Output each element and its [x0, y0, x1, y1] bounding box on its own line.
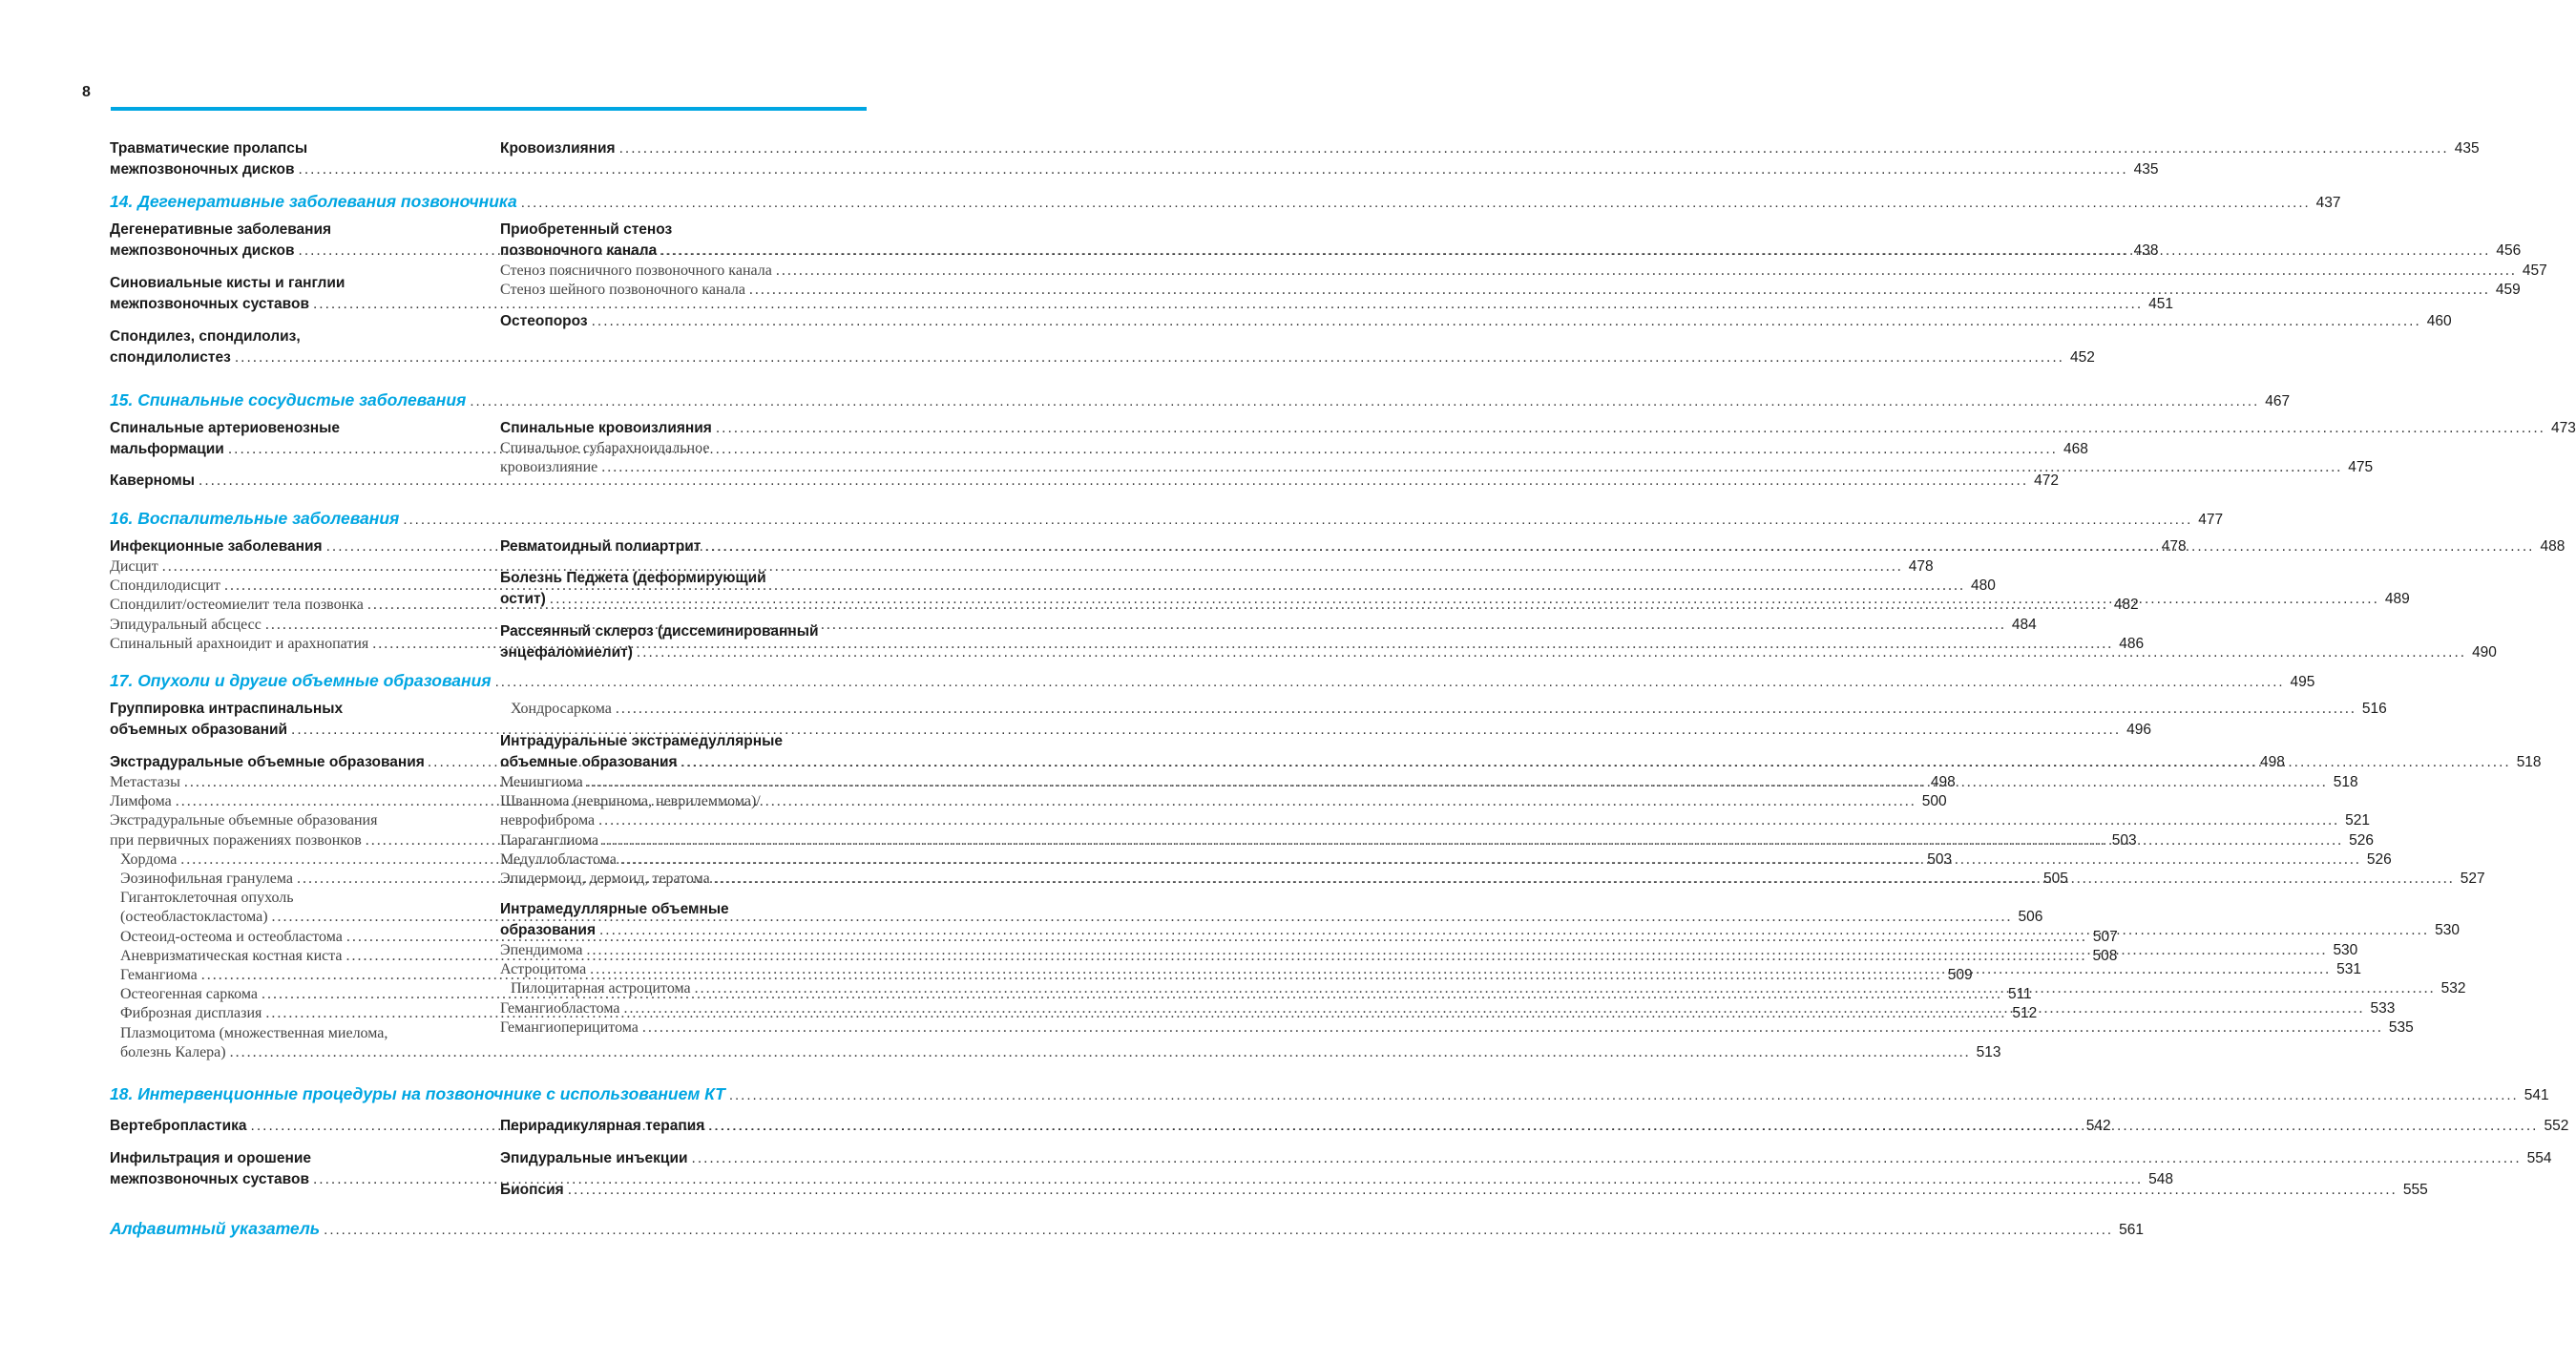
toc-subentry[interactable]: (остеобластокластома) ..... 506: [110, 908, 474, 927]
chapter-17-right: [500, 700, 2387, 719]
dot-leader: [495, 671, 2285, 694]
dot-leader: [521, 192, 2311, 215]
page-ref: 518: [2516, 754, 2542, 770]
page-ref: 495: [2290, 674, 2315, 690]
page-ref: 503: [2111, 831, 2137, 849]
page-ref: 467: [2265, 393, 2291, 409]
dot-leader: [550, 589, 2379, 610]
dot-leader: [230, 1043, 1971, 1062]
dot-leader: [599, 920, 2429, 941]
toc-entry[interactable]: межпозвоночных дисков ..... 438: [110, 241, 474, 262]
page-ref: 472: [2034, 472, 2060, 489]
toc-subentry[interactable]: Астроцитома ..... 531: [500, 960, 867, 979]
toc-entry[interactable]: мальформации ..... 468: [110, 439, 474, 460]
toc-entry[interactable]: позвоночного канала ..... 456: [500, 241, 867, 262]
toc-subentry[interactable]: Гемангиоперицитома ..... 535: [500, 1018, 867, 1038]
page-ref: 437: [2315, 195, 2341, 211]
toc-entry[interactable]: межпозвоночных суставов ..... 548: [110, 1169, 474, 1190]
toc-subentry[interactable]: кровоизлияние ..... 475: [500, 458, 867, 477]
dot-leader: [716, 418, 2545, 439]
page-ref: 452: [2069, 349, 2095, 366]
dot-leader: [162, 557, 1903, 577]
toc-entry[interactable]: энцефаломиелит) ..... 490: [500, 642, 867, 663]
toc-entry-line: Интрамедуллярные объемные: [500, 901, 729, 917]
toc-entry[interactable]: Биопсия ..... 555: [500, 1180, 867, 1201]
dot-leader: [602, 831, 2343, 850]
dot-leader: [470, 390, 2259, 413]
dot-leader: [590, 960, 2331, 979]
page-ref: 489: [2384, 591, 2410, 607]
dot-leader: [704, 536, 2534, 557]
page-ref: 468: [2063, 441, 2088, 457]
page-ref: 473: [2551, 420, 2576, 436]
dot-leader: [729, 1084, 2519, 1107]
toc-subentry[interactable]: Стеноз шейного позвоночного канала ..... 459: [500, 281, 867, 300]
toc-subentry[interactable]: Хордома ..... 503: [110, 850, 474, 870]
chapter-14-right: [500, 311, 2452, 332]
toc-subentry[interactable]: Спинальный арахноидит и арахнопатия ..... 486: [110, 635, 474, 654]
dot-leader: [592, 311, 2421, 332]
page-ref: 484: [2011, 616, 2037, 633]
chapter-15-left: [110, 471, 2060, 492]
chapter-14-heading[interactable]: 14. Дегенеративные заболевания позвоночника ..... 437: [110, 190, 867, 215]
toc-subentry[interactable]: Гемангиобластома ..... 533: [500, 999, 867, 1018]
page-ref: 512: [2012, 1005, 2038, 1022]
toc-subentry[interactable]: Эпендимома ..... 530: [500, 941, 867, 960]
dot-leader: [586, 941, 2327, 960]
toc-entry[interactable]: Вертебропластика ..... 542: [110, 1116, 474, 1137]
toc-entry[interactable]: объемных образований ..... 496: [110, 720, 474, 741]
page-ref: 511: [2007, 986, 2032, 1003]
toc-subentry[interactable]: Хондросаркома ..... 516: [500, 700, 867, 719]
dot-leader: [695, 979, 2436, 998]
page-ref: 506: [2018, 909, 2043, 926]
dot-leader: [299, 159, 2128, 180]
toc-subentry[interactable]: Аневризматическая костная киста ..... 508: [110, 947, 474, 966]
page-number: 8: [82, 84, 91, 100]
toc-subentry[interactable]: Остеогенная саркома ..... 511: [110, 985, 474, 1004]
dot-leader: [692, 1148, 2522, 1169]
toc-subentry-line: Спинальное субарахноидальное: [500, 440, 710, 456]
toc-subentry[interactable]: Эпидуральный абсцесс ..... 484: [110, 616, 474, 635]
dot-leader: [642, 1018, 2383, 1038]
page-ref: 532: [2440, 980, 2466, 997]
dot-leader: [403, 509, 2192, 532]
page-ref: 535: [2388, 1018, 2414, 1036]
page-ref: 478: [1908, 558, 1934, 575]
page-ref: 438: [2133, 242, 2159, 259]
chapter-18-heading[interactable]: 18. Интервенционные процедуры на позвоночнике с использованием КТ ..... 541: [110, 1082, 867, 1107]
dot-leader: [568, 1180, 2398, 1201]
dot-leader: [776, 262, 2517, 281]
page-ref: 503: [1927, 850, 1953, 868]
page-ref: 498: [2260, 754, 2285, 770]
toc-subentry[interactable]: Менингиома ..... 518: [500, 773, 867, 792]
page-ref: 490: [2472, 644, 2497, 661]
toc-entry[interactable]: объемные образования ..... 518: [500, 752, 867, 773]
page-ref: 451: [2148, 296, 2174, 312]
page-ref: 505: [2042, 871, 2068, 888]
dot-leader: [714, 870, 2455, 889]
page-ref: 526: [2349, 831, 2374, 849]
page-ref: 531: [2336, 961, 2362, 978]
index-heading[interactable]: Алфавитный указатель ..... 561: [110, 1217, 867, 1242]
chapter-18-right: [500, 1180, 2428, 1201]
toc-subentry[interactable]: Остеоид-остеома и остеобластома ..... 507: [110, 928, 474, 947]
dot-leader: [708, 1116, 2538, 1137]
toc-entry[interactable]: Кровоизлияния ..... 435: [500, 138, 867, 159]
page-ref: 500: [1921, 793, 1947, 810]
toc-entry-line: Рассеянный склероз (диссеминированный: [500, 623, 819, 640]
toc-subentry[interactable]: при первичных поражениях позвонков ..... 503: [110, 831, 474, 850]
page-ref: 530: [2435, 922, 2461, 938]
toc-subentry-line: Шваннома (невринома, неврилеммома)/: [500, 793, 761, 810]
toc-subentry[interactable]: Дисцит ..... 478: [110, 557, 474, 577]
dot-leader: [176, 792, 1916, 811]
page-ref: 533: [2370, 999, 2396, 1017]
toc-subentry-line: Плазмоцитома (множественная миелома,: [120, 1024, 388, 1041]
chapter-17-heading[interactable]: 17. Опухоли и другие объемные образования ..... 495: [110, 669, 867, 694]
page-ref: 460: [2426, 313, 2452, 329]
dot-leader: [598, 811, 2339, 830]
toc-entry[interactable]: остит) ..... 489: [500, 589, 867, 610]
toc-subentry[interactable]: Параганглиома ..... 526: [500, 831, 867, 850]
dot-leader: [623, 999, 2364, 1018]
toc-entry-line: Синовиальные кисты и ганглии: [110, 275, 346, 291]
toc-entry[interactable]: Эпидуральные инъекции ..... 554: [500, 1148, 867, 1169]
page-ref: 518: [2333, 774, 2358, 790]
page-ref: 530: [2333, 942, 2358, 958]
page-ref: 496: [2126, 722, 2152, 738]
chapter-14-left: [110, 326, 2095, 368]
toc-entry[interactable]: межпозвоночных дисков ..... 435: [110, 159, 474, 180]
chapter-15-heading[interactable]: 15. Спинальные сосудистые заболевания ..... 467: [110, 388, 867, 413]
toc-subentry[interactable]: Спондилодисцит ..... 480: [110, 577, 474, 596]
toc-entry[interactable]: спондилолистез ..... 452: [110, 347, 474, 368]
page-ref: 526: [2366, 850, 2392, 868]
toc-entry[interactable]: Ревматоидный полиартрит ..... 488: [500, 536, 867, 557]
page-ref: 498: [1930, 774, 1956, 790]
toc-entry-line: Спинальные артериовенозные: [110, 420, 341, 436]
page-ref: 459: [2495, 282, 2521, 299]
header-rule: [111, 107, 867, 111]
page-ref: 480: [1970, 577, 1996, 595]
page-ref: 457: [2522, 262, 2547, 279]
toc-block-top-right: [500, 138, 2480, 159]
toc-entry-line: Интрадуральные экстрамедуллярные: [500, 733, 783, 749]
toc-entry[interactable]: межпозвоночных суставов ..... 451: [110, 294, 474, 315]
dot-leader: [616, 700, 2356, 719]
page-ref: 513: [1976, 1043, 2001, 1060]
dot-leader: [619, 138, 2449, 159]
page-ref: 555: [2402, 1182, 2428, 1198]
toc-subentry[interactable]: Гемангиома ..... 509: [110, 966, 474, 985]
toc-subentry[interactable]: Стеноз поясничного позвоночного канала ..... 457: [500, 262, 867, 281]
page-ref: 482: [2113, 597, 2139, 614]
toc-subentry-line: Гигантоклеточная опухоль: [120, 890, 294, 907]
toc-subentry[interactable]: Пилоцитарная астроцитома ..... 532: [500, 979, 867, 998]
page-ref: 521: [2345, 812, 2370, 829]
page-ref: 477: [2198, 512, 2224, 528]
toc-entry[interactable]: образования ..... 530: [500, 920, 867, 941]
toc-subentry[interactable]: Эозинофильная гранулема ..... 505: [110, 870, 474, 889]
toc-entry-line: Спондилез, спондилолиз,: [110, 328, 301, 345]
page-ref: 508: [2092, 947, 2118, 964]
page-ref: 516: [2361, 701, 2387, 717]
dot-leader: [235, 347, 2064, 368]
toc-entry[interactable]: Перирадикулярная терапия ..... 552: [500, 1116, 867, 1137]
toc-entry-line: Травматические пролапсы: [110, 140, 308, 157]
toc-subentry[interactable]: болезнь Калера) ..... 513: [110, 1043, 474, 1062]
toc-subentry[interactable]: Эпидермоид, дермоид, тератома ..... 527: [500, 870, 867, 889]
toc-entry-line: Группировка интраспинальных: [110, 701, 344, 717]
toc-entry-line: Дегенеративные заболевания: [110, 221, 332, 238]
dot-leader: [324, 1219, 2113, 1242]
toc-entry[interactable]: Спинальные кровоизлияния ..... 473: [500, 418, 867, 439]
page-ref: 542: [2085, 1118, 2111, 1134]
toc-entry[interactable]: Инфекционные заболевания ..... 478: [110, 536, 474, 557]
toc-subentry[interactable]: Лимфома ..... 500: [110, 792, 474, 811]
page-ref: 435: [2454, 140, 2480, 157]
toc-subentry[interactable]: Спондилит/остеомиелит тела позвонка ..... 482: [110, 596, 474, 615]
chapter-16-heading[interactable]: 16. Воспалительные заболевания ..... 477: [110, 507, 867, 532]
toc-entry[interactable]: Каверномы ..... 472: [110, 471, 474, 492]
page-ref: 475: [2348, 459, 2374, 476]
dot-leader: [681, 752, 2511, 773]
toc-subentry[interactable]: Метастазы ..... 498: [110, 773, 474, 792]
dot-leader: [749, 281, 2490, 300]
toc-subentry-line: Экстрадуральные объемные образования: [110, 812, 378, 829]
page-ref: 507: [2092, 928, 2118, 945]
toc-entry[interactable]: Экстрадуральные объемные образования ..... 498: [110, 752, 474, 773]
page-ref: 488: [2540, 538, 2566, 555]
toc-entry-line: Инфильтрация и орошение: [110, 1150, 311, 1166]
toc-subentry[interactable]: Медуллобластома ..... 526: [500, 850, 867, 870]
page-ref: 527: [2460, 871, 2485, 888]
dot-leader: [587, 773, 2328, 792]
page-ref: 561: [2119, 1222, 2144, 1238]
toc-entry-line: Болезнь Педжета (деформирующий: [500, 570, 766, 586]
toc-subentry[interactable]: неврофиброма ..... 521: [500, 811, 867, 830]
dot-leader: [601, 458, 2342, 477]
chapter-18-right: [500, 1148, 2552, 1169]
page-ref: 478: [2161, 538, 2187, 555]
page-ref: 541: [2524, 1087, 2549, 1103]
page-ref: 456: [2496, 242, 2522, 259]
page-ref: 435: [2133, 161, 2159, 178]
page-ref: 486: [2119, 635, 2145, 652]
toc-subentry[interactable]: Фиброзная дисплазия ..... 512: [110, 1004, 474, 1023]
toc-entry-line: Приобретенный стеноз: [500, 221, 673, 238]
page-ref: 548: [2148, 1171, 2174, 1187]
page-ref: 552: [2544, 1118, 2569, 1134]
dot-leader: [637, 642, 2466, 663]
dot-leader: [660, 241, 2490, 262]
page-ref: 554: [2526, 1150, 2552, 1166]
dot-leader: [620, 850, 2361, 870]
toc-entry[interactable]: Остеопороз ..... 460: [500, 311, 867, 332]
page-ref: 509: [1947, 967, 1973, 984]
